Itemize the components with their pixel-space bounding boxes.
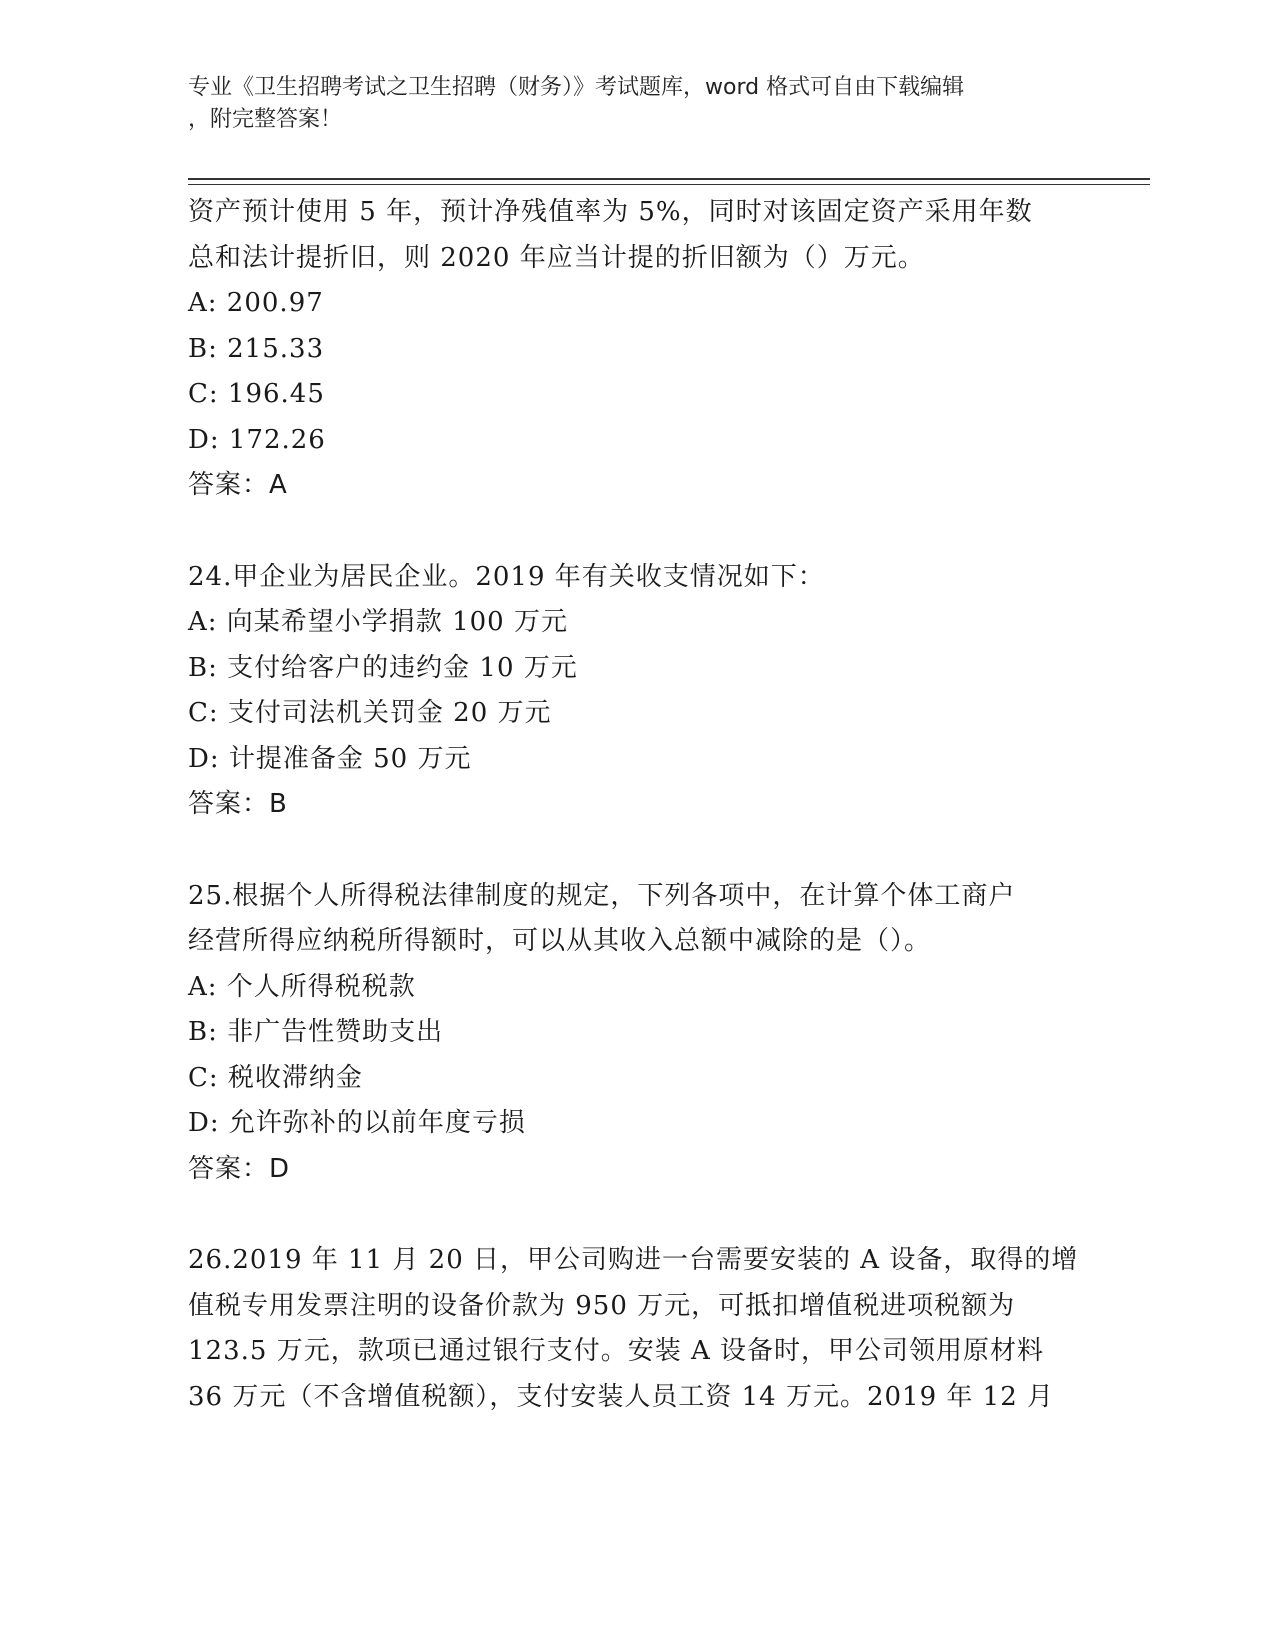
answer: 答案：B: [188, 789, 288, 819]
question-stem: 总和法计提折旧，则 2020 年应当计提的折旧额为（）万元。: [188, 242, 925, 273]
option-c: C: 196.45: [188, 379, 325, 409]
question-stem: 26.2019 年 11 月 20 日，甲公司购进一台需要安装的 A 设备，取得的增: [188, 1245, 1079, 1275]
question-25: [188, 874, 1088, 1193]
question-26: [188, 1238, 1088, 1420]
header-divider-thick: [188, 178, 1150, 180]
question-stem: 资产预计使用 5 年，预计净残值率为 5%，同时对该固定资产采用年数: [188, 197, 1033, 227]
option-b: B: 215.33: [188, 333, 325, 364]
option-d: D: 172.26: [188, 424, 326, 455]
option-a: A: 向某希望小学捐款 100 万元: [188, 607, 568, 637]
question-stem: 24.甲企业为居民企业。2019 年有关收支情况如下：: [188, 561, 825, 592]
option-d: D: 允许弥补的以前年度亏损: [188, 1108, 526, 1138]
question-stem: 36 万元（不含增值税额），支付安装人员工资 14 万元。2019 年 12 月: [188, 1381, 1055, 1412]
question-stem: 25.根据个人所得税法律制度的规定，下列各项中，在计算个体工商户: [188, 880, 1016, 911]
header-line-2: ，附完整答案！: [188, 107, 343, 132]
option-c: C: 支付司法机关罚金 20 万元: [188, 698, 552, 728]
spacer: [188, 828, 1088, 874]
option-b: B: 非广告性赞助支出: [188, 1017, 444, 1047]
question-23: [188, 190, 1088, 509]
option-a: A: 200.97: [188, 288, 324, 318]
answer: 答案：D: [188, 1153, 291, 1184]
option-a: A: 个人所得税税款: [188, 971, 416, 1002]
document-header: [188, 72, 1088, 136]
option-c: C: 税收滞纳金: [188, 1062, 363, 1093]
question-stem: 123.5 万元，款项已通过银行支付。安装 A 设备时，甲公司领用原材料: [188, 1336, 1045, 1366]
question-stem: 值税专用发票注明的设备价款为 950 万元，可抵扣增值税进项税额为: [188, 1290, 1016, 1321]
question-stem: 经营所得应纳税所得额时，可以从其收入总额中减除的是（）。: [188, 926, 932, 956]
answer: 答案：A: [188, 470, 288, 500]
header-divider-thin: [188, 184, 1150, 185]
header-line-1: 专业《卫生招聘考试之卫生招聘（财务）》考试题库，word 格式可自由下载编辑: [188, 75, 965, 100]
option-d: D: 计提准备金 50 万元: [188, 743, 472, 774]
spacer: [188, 1192, 1088, 1238]
spacer: [188, 509, 1088, 555]
option-b: B: 支付给客户的违约金 10 万元: [188, 652, 578, 683]
question-list: [188, 190, 1088, 1420]
question-24: [188, 555, 1088, 828]
